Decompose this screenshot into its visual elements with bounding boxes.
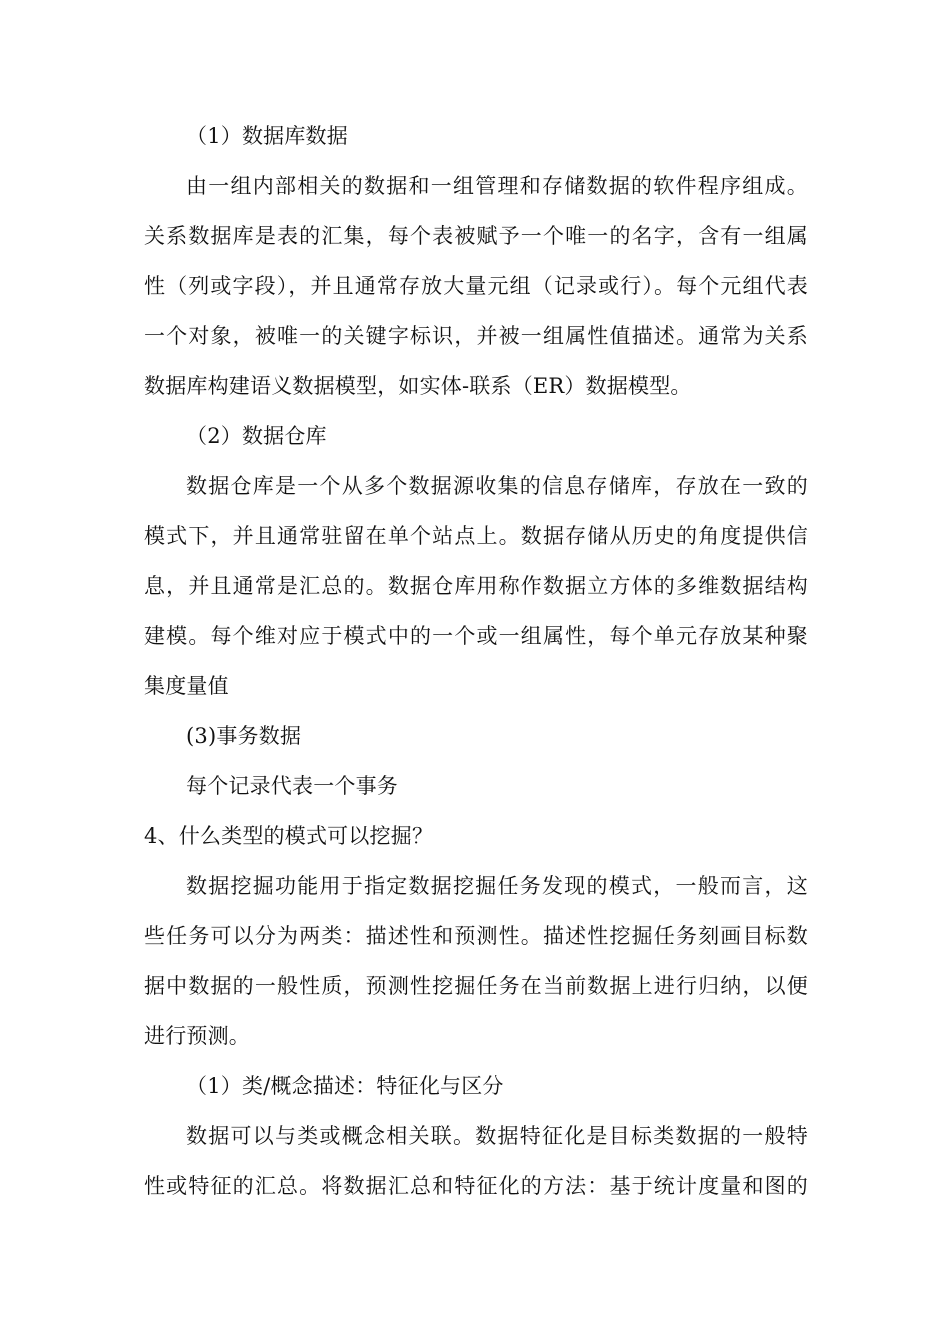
paragraph-line: 建模。每个维对应于模式中的一个或一组属性，每个单元存放某种聚 [144,624,808,648]
question-heading: 4、什么类型的模式可以挖掘？ [144,824,434,848]
document-page [144,111,808,1211]
section-heading-data-warehouse: （2）数据仓库 [186,424,327,448]
paragraph-line: 些任务可以分为两类：描述性和预测性。描述性挖掘任务刻画目标数 [144,924,808,948]
paragraph-line: 性（列或字段），并且通常存放大量元组（记录或行）。每个元组代表 [144,274,808,298]
section-heading-database-data: （1）数据库数据 [186,124,348,148]
paragraph-line: 数据挖掘功能用于指定数据挖掘任务发现的模式，一般而言，这 [186,874,808,898]
paragraph-line: 一个对象，被唯一的关键字标识，并被一组属性值描述。通常为关系 [144,324,808,348]
section-heading-transaction-data: (3)事务数据 [186,724,302,748]
section-heading-class-concept: （1）类/概念描述：特征化与区分 [186,1074,504,1098]
paragraph-line: 由一组内部相关的数据和一组管理和存储数据的软件程序组成。 [186,174,808,198]
paragraph-line: 每个记录代表一个事务 [186,774,398,798]
paragraph-line: 进行预测。 [144,1024,250,1048]
paragraph-line: 性或特征的汇总。将数据汇总和特征化的方法：基于统计度量和图的 [144,1174,808,1198]
paragraph-line: 数据库构建语义数据模型，如实体-联系（ER）数据模型。 [144,374,692,398]
paragraph-line: 集度量值 [144,674,229,698]
paragraph-line: 模式下，并且通常驻留在单个站点上。数据存储从历史的角度提供信 [144,524,808,548]
paragraph-line: 数据可以与类或概念相关联。数据特征化是目标类数据的一般特 [186,1124,808,1148]
paragraph-line: 数据仓库是一个从多个数据源收集的信息存储库，存放在一致的 [186,474,808,498]
paragraph-line: 据中数据的一般性质，预测性挖掘任务在当前数据上进行归纳，以便 [144,974,808,998]
paragraph-line: 关系数据库是表的汇集，每个表被赋予一个唯一的名字，含有一组属 [144,224,808,248]
paragraph-line: 息，并且通常是汇总的。数据仓库用称作数据立方体的多维数据结构 [144,574,808,598]
